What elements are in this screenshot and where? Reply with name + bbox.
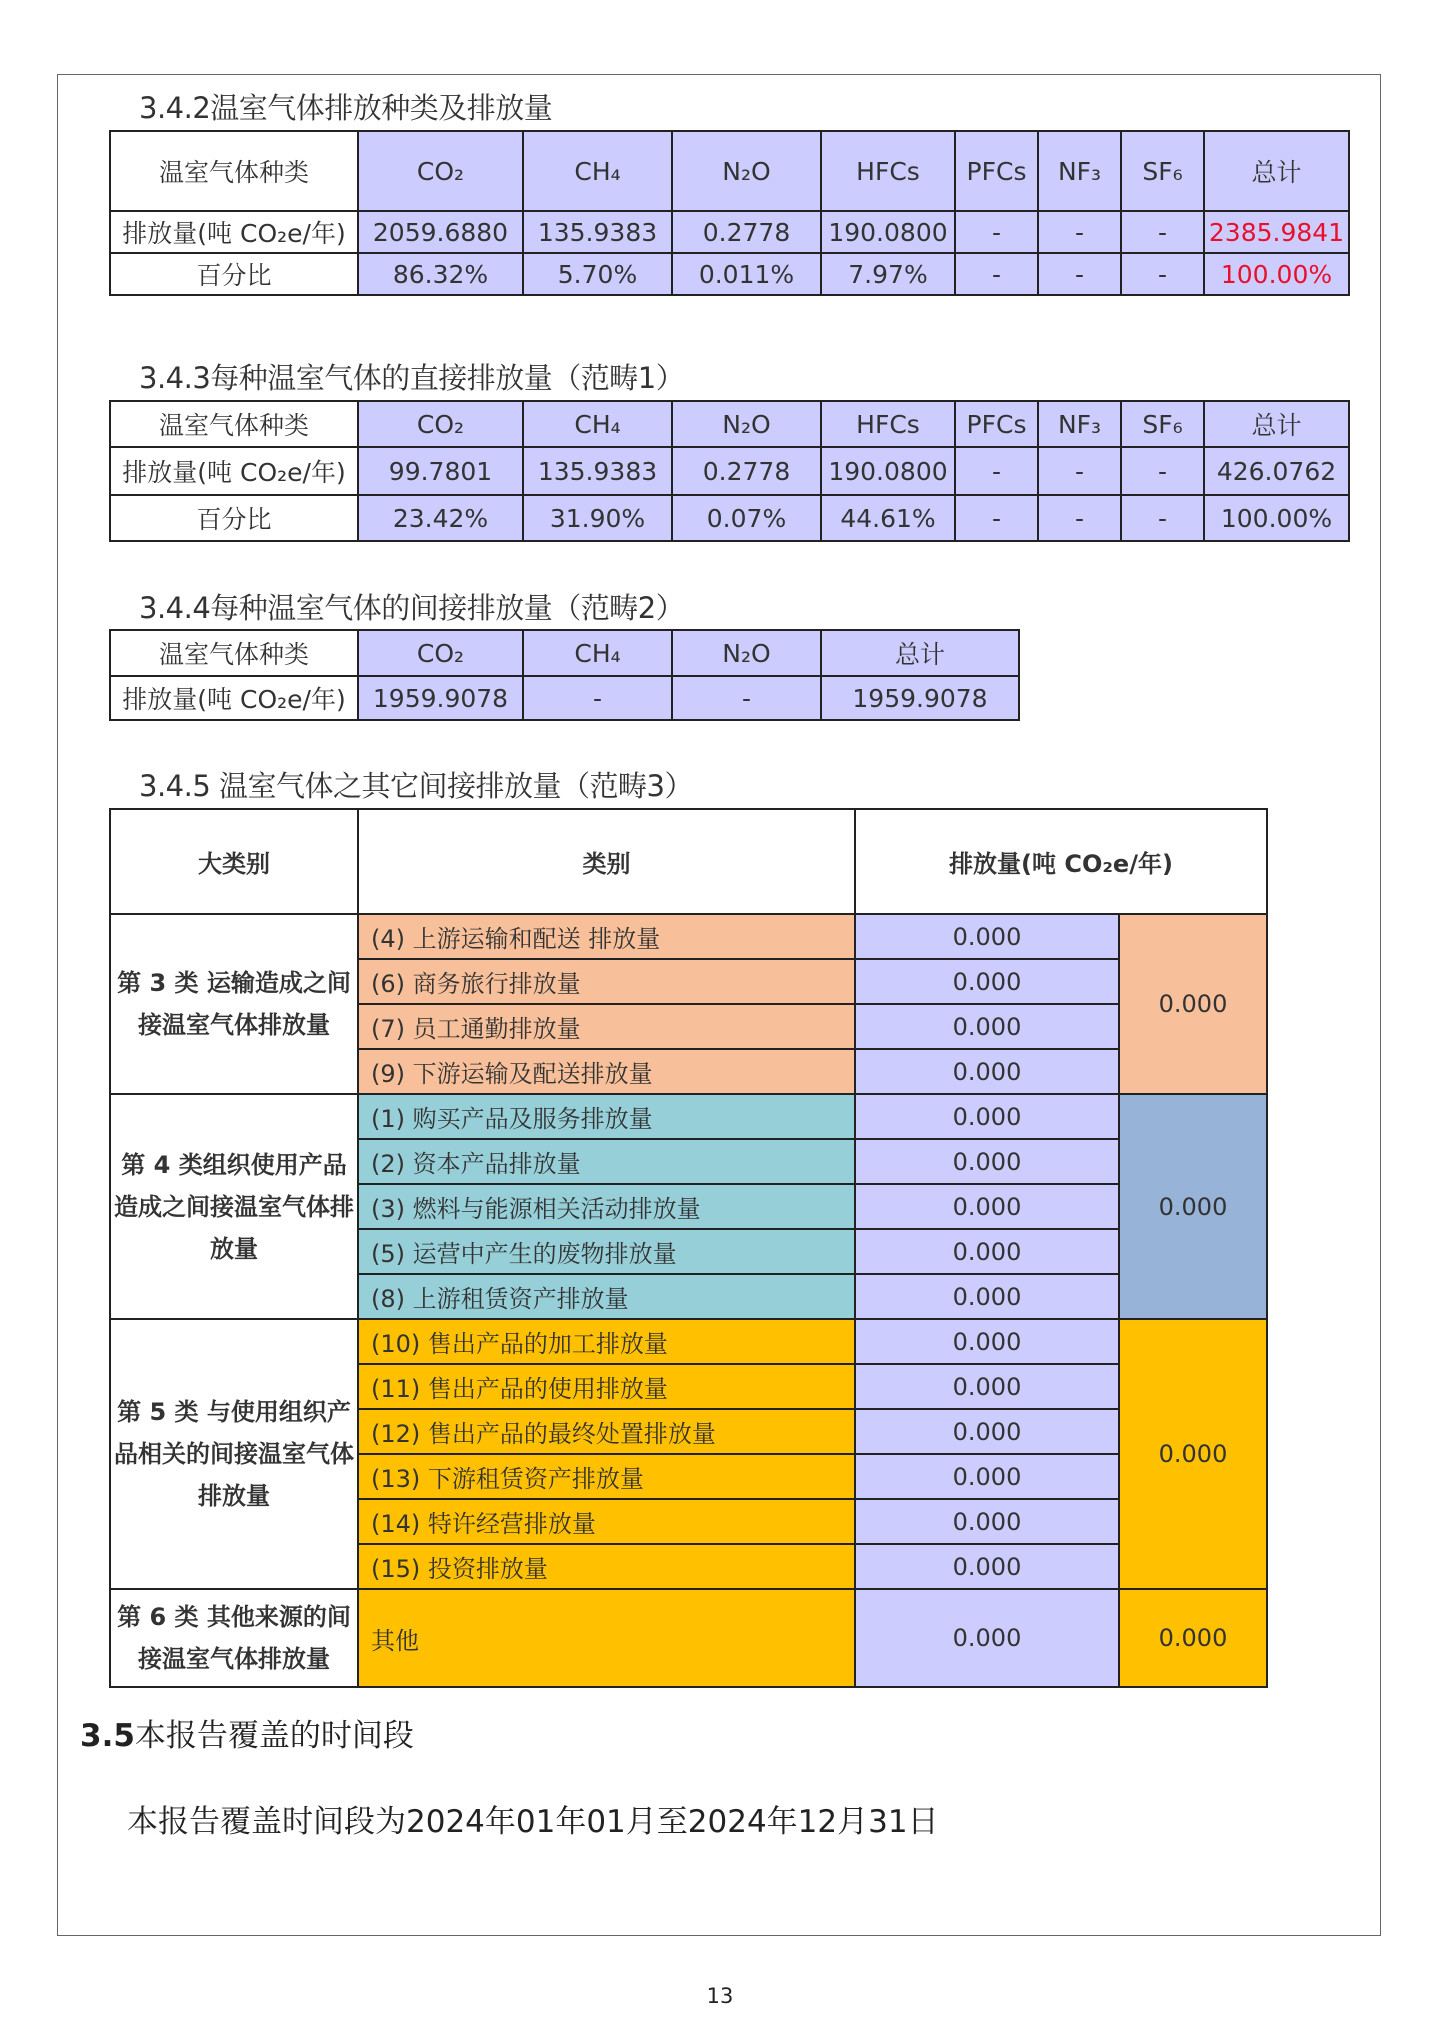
item-value: 0.000	[855, 1049, 1119, 1094]
item-name: (12) 售出产品的最终处置排放量	[358, 1409, 855, 1454]
row-label: 排放量(吨 CO₂e/年)	[110, 211, 358, 253]
section-3-4-5-title: 3.4.5 温室气体之其它间接排放量（范畴3）	[139, 769, 693, 803]
header-cell: HFCs	[821, 401, 955, 447]
table-cell: 44.61%	[821, 495, 955, 541]
row-label: 排放量(吨 CO₂e/年)	[110, 447, 358, 495]
item-value: 0.000	[855, 1499, 1119, 1544]
category-cell: 第 5 类 与使用组织产品相关的间接温室气体排放量	[110, 1319, 358, 1589]
item-name: (10) 售出产品的加工排放量	[358, 1319, 855, 1364]
table-row	[110, 1589, 1267, 1687]
coverage-paragraph: 本报告覆盖时间段为2024年01年01月至2024年12月31日	[127, 1804, 939, 1840]
table-cell: 7.97%	[821, 253, 955, 295]
table-header-row	[110, 630, 1019, 676]
header-cell: HFCs	[821, 131, 955, 211]
subtotal-cell: 0.000	[1119, 1094, 1267, 1319]
item-value: 0.000	[855, 1409, 1119, 1454]
header-cell: 总计	[1204, 401, 1349, 447]
row-label: 百分比	[110, 495, 358, 541]
table-cell: 1959.9078	[358, 676, 523, 720]
section-3-4-4-title: 3.4.4每种温室气体的间接排放量（范畴2）	[139, 591, 685, 625]
header-cell: N₂O	[672, 630, 821, 676]
table-3-4-5	[109, 808, 1268, 1688]
table-row	[110, 253, 1349, 295]
item-value: 0.000	[855, 1184, 1119, 1229]
table-cell: 190.0800	[821, 211, 955, 253]
header-cell: 温室气体种类	[110, 401, 358, 447]
subtotal-cell: 0.000	[1119, 914, 1267, 1094]
item-value: 0.000	[855, 1139, 1119, 1184]
subtotal-cell: 0.000	[1119, 1589, 1267, 1687]
header-cell: SF₆	[1121, 131, 1204, 211]
header-cell: PFCs	[955, 401, 1038, 447]
header-cell: 排放量(吨 CO₂e/年)	[855, 809, 1267, 914]
table-cell: 135.9383	[523, 211, 672, 253]
item-name: (4) 上游运输和配送 排放量	[358, 914, 855, 959]
header-cell: PFCs	[955, 131, 1038, 211]
item-name: (3) 燃料与能源相关活动排放量	[358, 1184, 855, 1229]
table-cell: 135.9383	[523, 447, 672, 495]
header-cell: CO₂	[358, 401, 523, 447]
header-cell: CH₄	[523, 630, 672, 676]
header-cell: CH₄	[523, 131, 672, 211]
row-label: 百分比	[110, 253, 358, 295]
table-cell: 0.011%	[672, 253, 821, 295]
table-cell: 0.2778	[672, 447, 821, 495]
table-row	[110, 914, 1267, 959]
table-cell: -	[523, 676, 672, 720]
header-cell: 温室气体种类	[110, 131, 358, 211]
item-value: 0.000	[855, 1004, 1119, 1049]
total-cell: 2385.9841	[1204, 211, 1349, 253]
header-cell: 总计	[821, 630, 1019, 676]
table-cell: -	[1038, 447, 1121, 495]
header-cell: CO₂	[358, 630, 523, 676]
item-name: (1) 购买产品及服务排放量	[358, 1094, 855, 1139]
table-cell: -	[1121, 495, 1204, 541]
total-cell: 426.0762	[1204, 447, 1349, 495]
section-3-5-heading	[80, 1710, 414, 1755]
table-header-row	[110, 809, 1267, 914]
item-name: (2) 资本产品排放量	[358, 1139, 855, 1184]
table-cell: -	[1038, 495, 1121, 541]
header-cell: CO₂	[358, 131, 523, 211]
table-row	[110, 495, 1349, 541]
item-name: (11) 售出产品的使用排放量	[358, 1364, 855, 1409]
item-value: 0.000	[855, 959, 1119, 1004]
table-cell: 0.2778	[672, 211, 821, 253]
header-cell: N₂O	[672, 401, 821, 447]
item-value: 0.000	[855, 914, 1119, 959]
header-cell: CH₄	[523, 401, 672, 447]
table-cell: 5.70%	[523, 253, 672, 295]
item-value: 0.000	[855, 1589, 1119, 1687]
table-cell: 23.42%	[358, 495, 523, 541]
table-header-row	[110, 131, 1349, 211]
table-cell: 0.07%	[672, 495, 821, 541]
table-cell: -	[1121, 211, 1204, 253]
table-cell: -	[955, 211, 1038, 253]
header-cell: 总计	[1204, 131, 1349, 211]
section-3-4-2-title: 3.4.2温室气体排放种类及排放量	[139, 91, 553, 125]
table-cell: -	[1121, 447, 1204, 495]
total-cell: 100.00%	[1204, 253, 1349, 295]
row-label: 排放量(吨 CO₂e/年)	[110, 676, 358, 720]
section-3-4-3-title: 3.4.3每种温室气体的直接排放量（范畴1）	[139, 361, 685, 395]
header-cell: NF₃	[1038, 401, 1121, 447]
item-name: (5) 运营中产生的废物排放量	[358, 1229, 855, 1274]
item-name: (9) 下游运输及配送排放量	[358, 1049, 855, 1094]
category-cell: 第 4 类组织使用产品造成之间接温室气体排放量	[110, 1094, 358, 1319]
header-cell: 类别	[358, 809, 855, 914]
header-cell: 大类别	[110, 809, 358, 914]
table-cell: 99.7801	[358, 447, 523, 495]
table-3-4-2	[109, 130, 1350, 296]
category-cell: 第 6 类 其他来源的间接温室气体排放量	[110, 1589, 358, 1687]
table-row	[110, 1094, 1267, 1139]
item-value: 0.000	[855, 1319, 1119, 1364]
table-cell: 86.32%	[358, 253, 523, 295]
table-header-row	[110, 401, 1349, 447]
total-cell: 1959.9078	[821, 676, 1019, 720]
table-cell: 31.90%	[523, 495, 672, 541]
item-value: 0.000	[855, 1364, 1119, 1409]
item-name: (7) 员工通勤排放量	[358, 1004, 855, 1049]
page-number: 13	[706, 1984, 734, 2008]
subtotal-cell: 0.000	[1119, 1319, 1267, 1589]
item-value: 0.000	[855, 1094, 1119, 1139]
table-3-4-4	[109, 629, 1020, 721]
item-name: 其他	[358, 1589, 855, 1687]
category-cell: 第 3 类 运输造成之间接温室气体排放量	[110, 914, 358, 1094]
table-cell: -	[672, 676, 821, 720]
section-number: 3.5	[80, 1718, 135, 1754]
item-name: (6) 商务旅行排放量	[358, 959, 855, 1004]
item-value: 0.000	[855, 1544, 1119, 1589]
header-cell: NF₃	[1038, 131, 1121, 211]
item-name: (8) 上游租赁资产排放量	[358, 1274, 855, 1319]
table-row	[110, 447, 1349, 495]
table-cell: -	[955, 495, 1038, 541]
item-value: 0.000	[855, 1274, 1119, 1319]
table-row	[110, 211, 1349, 253]
item-value: 0.000	[855, 1454, 1119, 1499]
table-cell: -	[955, 253, 1038, 295]
table-cell: -	[1121, 253, 1204, 295]
table-cell: -	[1038, 211, 1121, 253]
section-title: 本报告覆盖的时间段	[134, 1718, 414, 1754]
table-row	[110, 676, 1019, 720]
item-name: (13) 下游租赁资产排放量	[358, 1454, 855, 1499]
header-cell: N₂O	[672, 131, 821, 211]
table-cell: 190.0800	[821, 447, 955, 495]
total-cell: 100.00%	[1204, 495, 1349, 541]
table-cell: 2059.6880	[358, 211, 523, 253]
header-cell: 温室气体种类	[110, 630, 358, 676]
item-name: (14) 特许经营排放量	[358, 1499, 855, 1544]
table-3-4-3	[109, 400, 1350, 542]
header-cell: SF₆	[1121, 401, 1204, 447]
item-name: (15) 投资排放量	[358, 1544, 855, 1589]
table-cell: -	[1038, 253, 1121, 295]
table-row	[110, 1319, 1267, 1364]
item-value: 0.000	[855, 1229, 1119, 1274]
table-cell: -	[955, 447, 1038, 495]
